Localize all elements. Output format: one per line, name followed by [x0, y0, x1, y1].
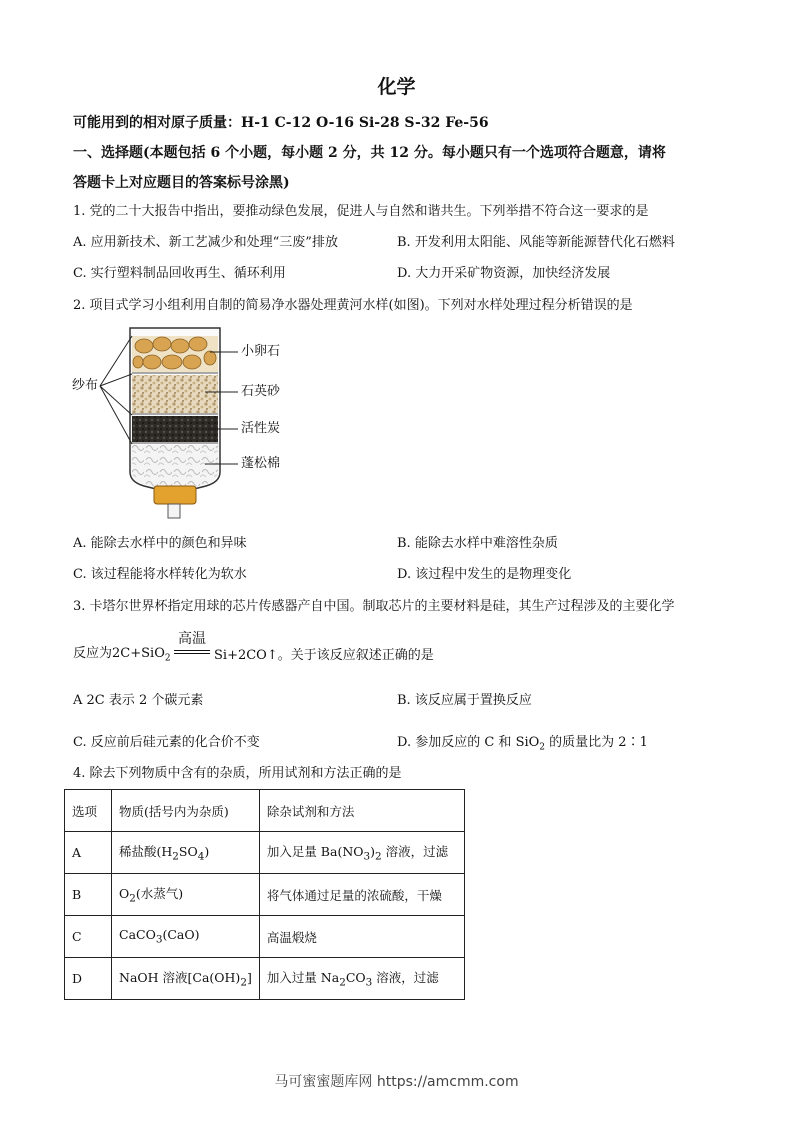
q1-option-d: D. 大力开采矿物资源，加快经济发展	[397, 266, 611, 281]
q3-option-c: C. 反应前后硅元素的化合价不变	[73, 735, 260, 750]
q2-stem: 2. 项目式学习小组利用自制的简易净水器处理黄河水样(如图)。下列对水样处理过程分析错误的是	[73, 298, 633, 313]
q1-stem: 1. 党的二十大报告中指出，要推动绿色发展，促进人与自然和谐共生。下列举措不符合这一要求的是	[73, 204, 649, 219]
q3-option-d: D. 参加反应的 C 和 SiO$_2$ 的质量比为 2∶1	[397, 735, 648, 753]
section1-heading-1: 一、选择题(本题包括 6 个小题，每小题 2 分，共 12 分。每小题只有一个选项符合题意，请将	[73, 145, 666, 161]
page-title: 化学	[377, 76, 416, 98]
bottle-cap	[154, 486, 196, 504]
header-method: 除杂试剂和方法	[259, 790, 464, 832]
q2-option-b: B. 能除去水样中难溶性杂质	[397, 536, 558, 551]
eq-prefix: 反应为	[73, 646, 113, 661]
footer-watermark: 马可蜜蜜题库网 https://amcmm.com	[274, 1074, 519, 1090]
header-substance: 物质(括号内为杂质)	[112, 790, 260, 832]
table-row: B $O_2$(水蒸气) 将气体通过足量的浓硫酸，干燥	[65, 874, 465, 916]
label-gauze: 纱布	[72, 378, 99, 393]
impurity-table	[64, 789, 465, 1000]
eq-arrow-line-1	[174, 650, 210, 651]
label-pebbles: 小卵石	[241, 344, 281, 359]
table-row: A 稀盐酸$(H_2SO_4)$ 加入足量 $Ba(NO_3)_2$ 溶液，过滤	[65, 832, 465, 874]
q1-option-c: C. 实行塑料制品回收再生、循环利用	[73, 266, 286, 281]
label-cotton: 蓬松棉	[241, 456, 281, 471]
outlet-tube	[168, 504, 180, 518]
label-quartz-sand: 石英砂	[241, 384, 281, 399]
section1-heading-2: 答题卡上对应题目的答案标号涂黑)	[73, 175, 290, 191]
q2-option-d: D. 该过程中发生的是物理变化	[397, 567, 572, 582]
eq-left-sub: 2	[164, 653, 171, 664]
q2-option-a: A. 能除去水样中的颜色和异味	[73, 536, 247, 551]
q3-option-b: B. 该反应属于置换反应	[397, 693, 532, 708]
q1-option-b: B. 开发利用太阳能、风能等新能源替代化石燃料	[397, 235, 675, 250]
header-option: 选项	[65, 790, 112, 832]
eq-left: 2C+SiO	[112, 646, 165, 661]
eq-condition: 高温	[178, 631, 206, 647]
cotton-layer	[132, 445, 218, 488]
q3-equation	[73, 645, 171, 668]
table-row: C CaCO$_3$(CaO) 高温煅烧	[65, 916, 465, 958]
table-header-row	[65, 790, 465, 832]
atomic-mass-line: 可能用到的相对原子质量：H-1 C-12 O-16 Si-28 S-32 Fe-56	[73, 115, 489, 131]
q4-stem: 4. 除去下列物质中含有的杂质，所用试剂和方法正确的是	[73, 766, 402, 781]
label-activated-carbon: 活性炭	[241, 421, 281, 436]
q1-option-a: A. 应用新技术、新工艺减少和处理“三废”排放	[73, 235, 338, 250]
eq-right: Si+2CO↑。关于该反应叙述正确的是	[214, 648, 434, 663]
eq-arrow-line-2	[174, 653, 210, 654]
q3-option-a: A 2C 表示 2 个碳元素	[73, 693, 204, 708]
q2-option-c: C. 该过程能将水样转化为软水	[73, 567, 247, 582]
table-row: D NaOH 溶液$[Ca(OH)_2]$ 加入过量 $Na_2CO_3$ 溶液，过滤	[65, 958, 465, 1000]
sand-layer	[132, 375, 218, 413]
q3-stem: 3. 卡塔尔世界杯指定用球的芯片传感器产自中国。制取芯片的主要材料是硅，其生产过程涉及的主要化学	[73, 599, 675, 614]
